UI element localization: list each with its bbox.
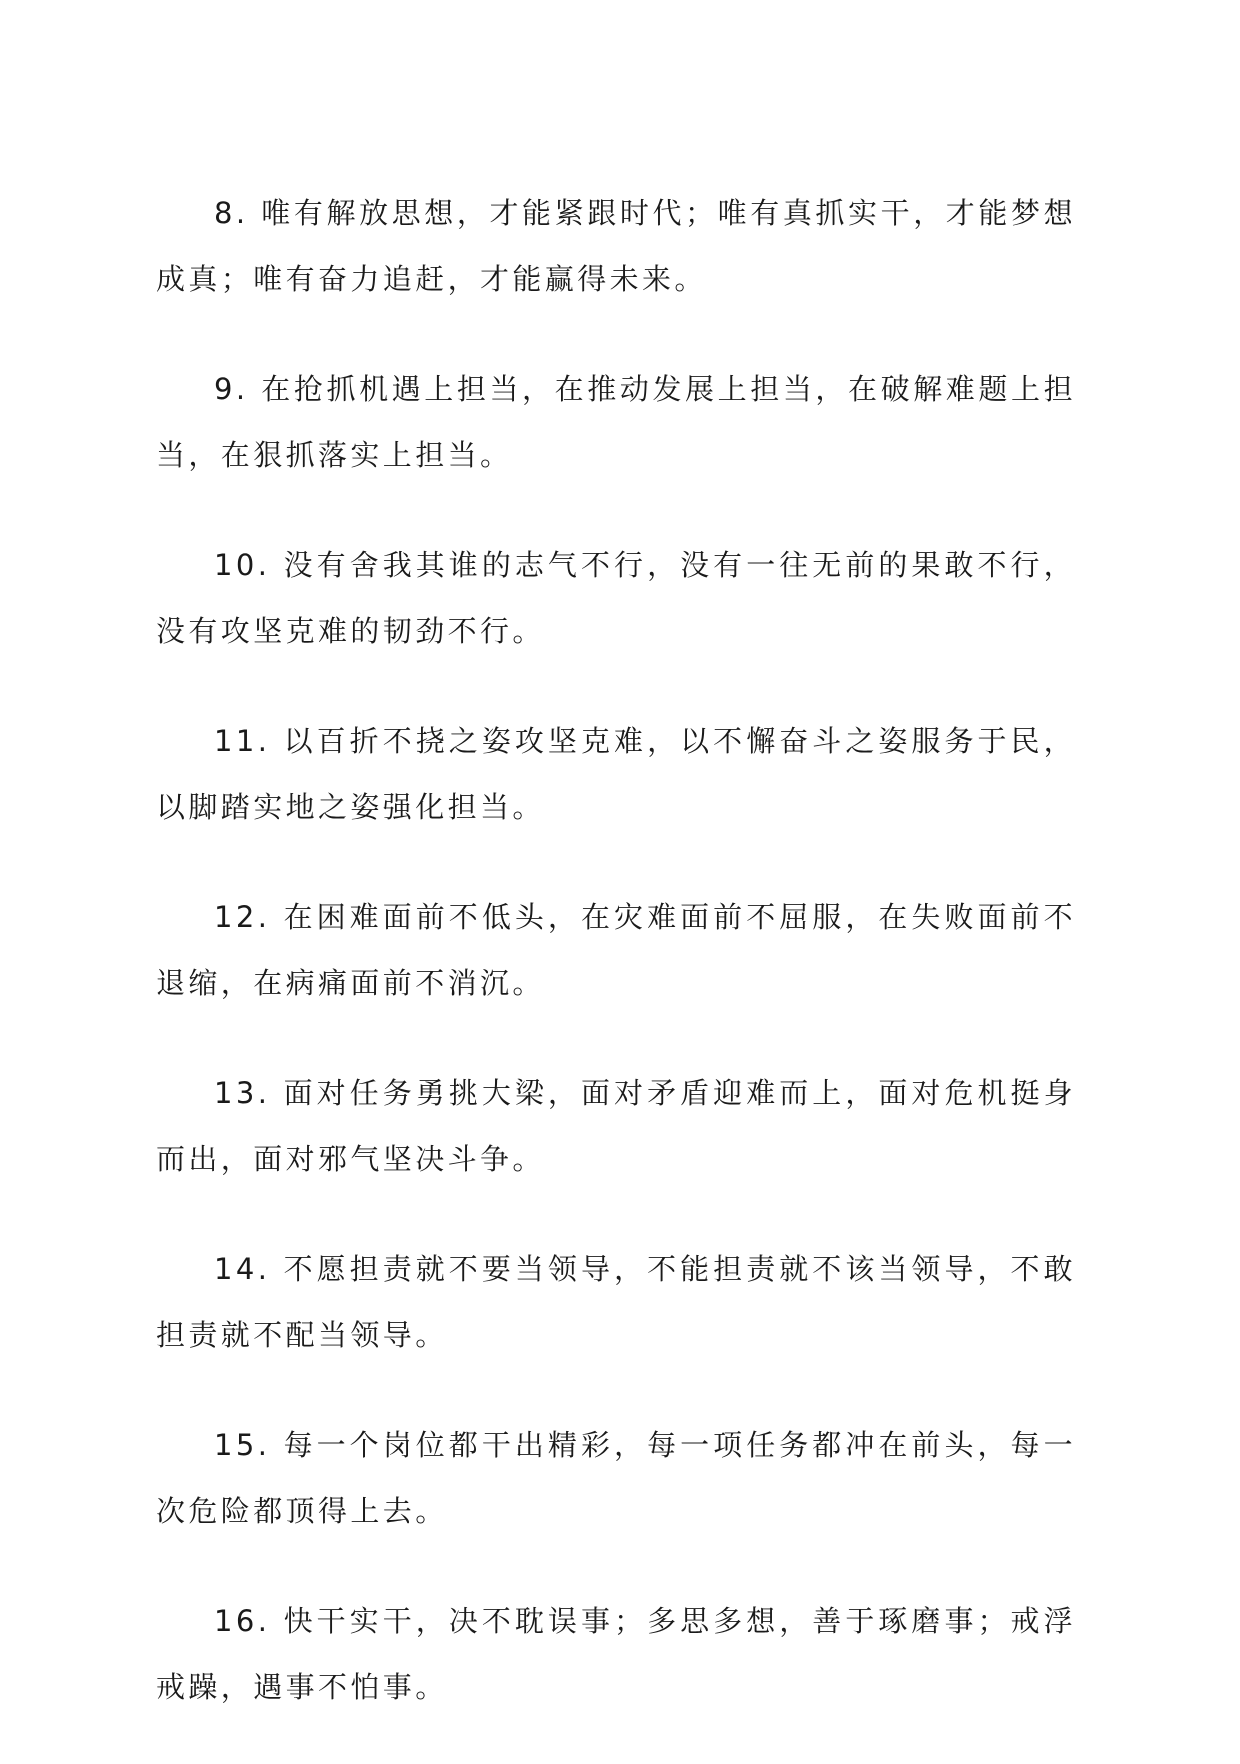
paragraph-item-8: 8. 唯有解放思想，才能紧跟时代；唯有真抓实干，才能梦想成真；唯有奋力追赶，才能赢得未来。: [156, 196, 1076, 296]
paragraph-item-11: 11. 以百折不挠之姿攻坚克难，以不懈奋斗之姿服务于民，以脚踏实地之姿强化担当。: [156, 724, 1076, 824]
paragraph-item-13: 13. 面对任务勇挑大梁，面对矛盾迎难而上，面对危机挺身而出，面对邪气坚决斗争。: [156, 1076, 1076, 1176]
paragraph-item-12: 12. 在困难面前不低头，在灾难面前不屈服，在失败面前不退缩，在病痛面前不消沉。: [156, 900, 1076, 1000]
paragraph-item-14: 14. 不愿担责就不要当领导，不能担责就不该当领导，不敢担责就不配当领导。: [156, 1252, 1076, 1352]
paragraph-item-16: 16. 快干实干，决不耽误事；多思多想，善于琢磨事；戒浮戒躁，遇事不怕事。: [156, 1604, 1076, 1704]
paragraph-item-9: 9. 在抢抓机遇上担当，在推动发展上担当，在破解难题上担当，在狠抓落实上担当。: [156, 372, 1076, 472]
document-body: [156, 180, 1076, 1764]
paragraph-item-10: 10. 没有舍我其谁的志气不行，没有一往无前的果敢不行，没有攻坚克难的韧劲不行。: [156, 548, 1076, 648]
paragraph-item-15: 15. 每一个岗位都干出精彩，每一项任务都冲在前头，每一次危险都顶得上去。: [156, 1428, 1076, 1528]
